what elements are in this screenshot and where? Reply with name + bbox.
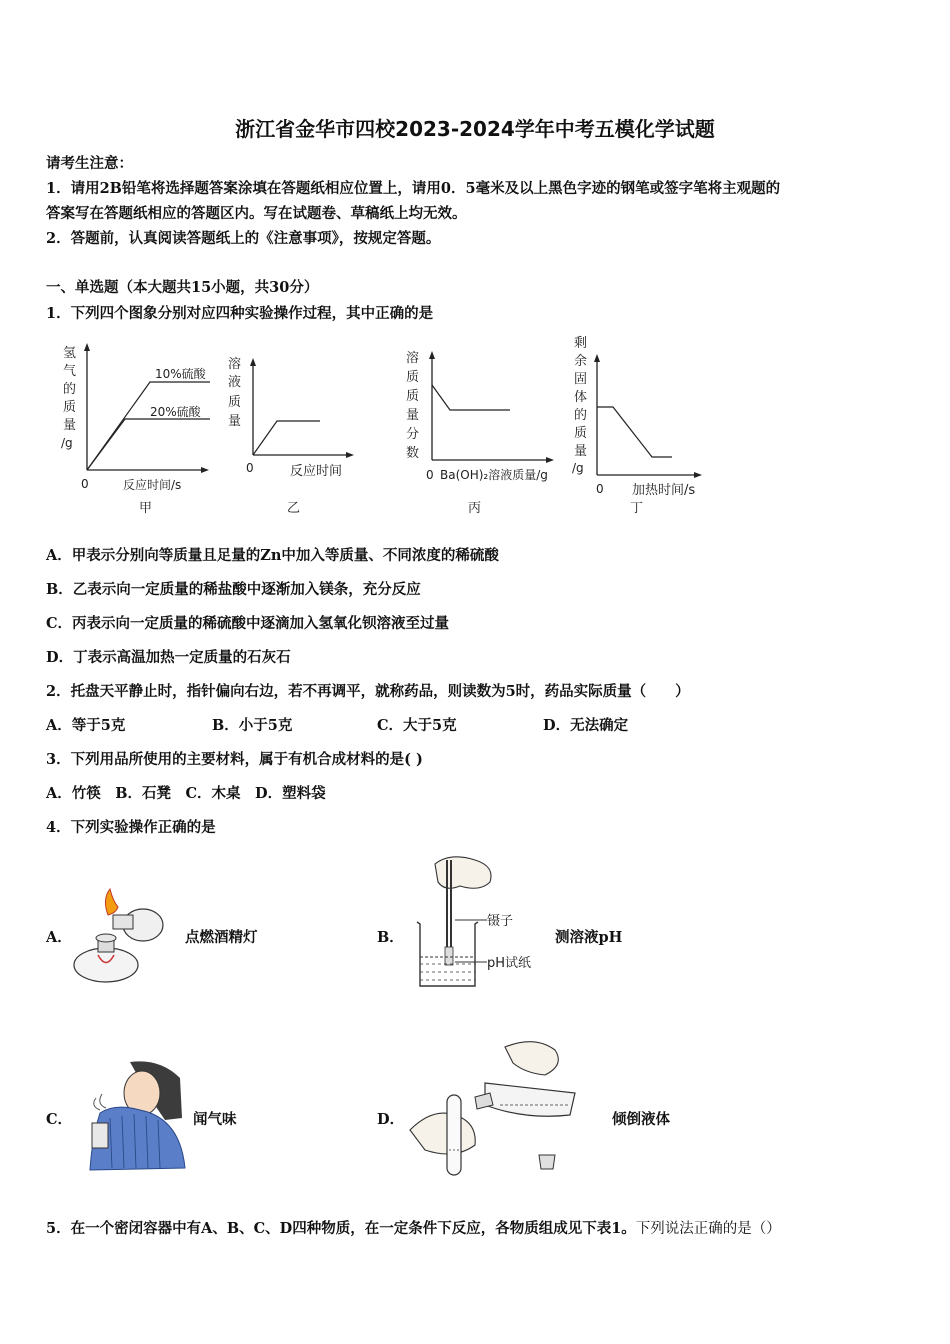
ylabel-char: 分 xyxy=(406,427,420,442)
x-axis-arrow xyxy=(546,457,554,463)
y-axis-arrow xyxy=(84,343,90,351)
x-axis-label: 反应时间 xyxy=(290,464,343,479)
series-10pct xyxy=(87,382,210,470)
y-axis-arrow xyxy=(594,354,600,362)
q4-option-a-letter[interactable]: A． xyxy=(46,929,72,946)
ylabel-char: 质 xyxy=(406,389,420,404)
x-axis-arrow xyxy=(201,467,209,473)
q1-option-b[interactable]: B．乙表示向一定质量的稀盐酸中逐渐加入镁条，充分反应 xyxy=(46,581,421,598)
graph-name: 甲 xyxy=(139,501,153,516)
origin-label: 0 xyxy=(596,482,604,496)
q5-stem-tail: 下列说法正确的是（） xyxy=(635,1221,781,1237)
x-axis-arrow xyxy=(694,472,702,478)
q2-option-c[interactable]: C．大于5克 xyxy=(377,717,457,734)
q2-option-d[interactable]: D．无法确定 xyxy=(543,717,629,734)
ph-paper-label: pH试纸 xyxy=(487,956,532,971)
alcohol-lamp-illustration xyxy=(68,885,168,990)
q2-option-a[interactable]: A．等于5克 xyxy=(46,717,126,734)
q4-option-c-text: 闻气味 xyxy=(193,1111,237,1128)
graph-jia xyxy=(55,335,225,520)
graph-name: 乙 xyxy=(287,501,301,516)
q1-stem: 1．下列四个图象分别对应四种实验操作过程，其中正确的是 xyxy=(46,305,434,322)
q1-option-d[interactable]: D．丁表示高温加热一定质量的石灰石 xyxy=(46,649,291,666)
ylabel-char: 质 xyxy=(406,370,420,385)
series-line xyxy=(432,385,510,410)
ylabel-char: 量 xyxy=(574,444,588,459)
notice-item-1-line-2: 答案写在答题纸相应的答题区内。写在试题卷、草稿纸上均无效。 xyxy=(46,205,467,222)
q4-option-d-text: 倾倒液体 xyxy=(612,1111,670,1128)
q1-option-c[interactable]: C．丙表示向一定质量的稀硫酸中逐滴加入氢氧化钡溶液至过量 xyxy=(46,615,450,632)
q4-stem: 4．下列实验操作正确的是 xyxy=(46,819,216,836)
series-20pct xyxy=(87,419,210,470)
q2-stem: 2．托盘天平静止时，指针偏向右边，若不再调平，就称药品，则读数为5时，药品实际质量（ ） xyxy=(46,683,690,700)
ylabel-char: 的 xyxy=(574,408,588,423)
series-label: 10%硫酸 xyxy=(155,367,206,381)
ylabel-char: 固 xyxy=(574,372,588,387)
q4-option-d-letter[interactable]: D． xyxy=(377,1111,405,1128)
ylabel-char: 量 xyxy=(406,408,420,423)
graph-bing xyxy=(400,345,570,520)
ylabel-char: 的 xyxy=(63,382,77,397)
q3-stem: 3．下列用品所使用的主要材料，属于有机合成材料的是( ) xyxy=(46,751,423,768)
pour-liquid-illustration xyxy=(405,1035,590,1180)
ylabel-char: 质 xyxy=(228,395,242,410)
y-axis-arrow xyxy=(429,351,435,359)
graph-jia-ylabel xyxy=(61,346,76,450)
origin-label: 0 xyxy=(246,461,254,475)
ylabel-char: /g xyxy=(572,461,584,475)
q4-option-c-letter[interactable]: C． xyxy=(46,1111,73,1128)
x-axis-label: 反应时间/s xyxy=(123,478,182,492)
ylabel-char: 质 xyxy=(63,400,77,415)
series-line xyxy=(253,421,320,455)
q4-option-b-letter[interactable]: B． xyxy=(377,929,404,946)
ylabel-char: /g xyxy=(61,436,73,450)
ylabel-char: 溶 xyxy=(228,357,242,372)
x-axis-label: 加热时间/s xyxy=(632,483,696,498)
origin-label: 0 xyxy=(426,468,434,482)
ylabel-char: 数 xyxy=(406,446,420,461)
q4-option-a-text: 点燃酒精灯 xyxy=(185,929,258,946)
x-axis-label: Ba(OH)₂溶液质量/g xyxy=(440,468,548,482)
q4-option-b-text: 测溶液pH xyxy=(555,929,623,946)
ylabel-char: 液 xyxy=(228,375,242,390)
origin-label: 0 xyxy=(81,477,89,491)
y-axis-arrow xyxy=(250,358,256,366)
ylabel-char: 量 xyxy=(63,418,77,433)
ylabel-char: 质 xyxy=(574,426,588,441)
section-heading: 一、单选题（本大题共15小题，共30分） xyxy=(46,279,319,296)
ylabel-char: 溶 xyxy=(406,351,420,366)
tweezers-label: 镊子 xyxy=(487,914,514,929)
page-title: 浙江省金华市四校2023-2024学年中考五模化学试题 xyxy=(235,117,715,141)
notice-item-2: 2．答题前，认真阅读答题纸上的《注意事项》，按规定答题。 xyxy=(46,230,441,247)
q5-stem-main: 5．在一个密闭容器中有A、B、C、D四种物质，在一定条件下反应，各物质组成见下表1。 xyxy=(46,1220,636,1237)
q1-option-a[interactable]: A．甲表示分别向等质量且足量的Zn中加入等质量、不同浓度的稀硫酸 xyxy=(46,547,499,564)
q5-stem xyxy=(46,1217,781,1238)
q2-option-b[interactable]: B．小于5克 xyxy=(212,717,293,734)
ylabel-char: 量 xyxy=(228,414,242,429)
notice-heading: 请考生注意： xyxy=(46,155,133,172)
ylabel-char: 气 xyxy=(63,364,77,379)
graph-name: 丙 xyxy=(468,501,482,516)
series-label: 20%硫酸 xyxy=(150,405,201,419)
ph-test-illustration xyxy=(405,852,555,992)
x-axis-arrow xyxy=(346,452,354,458)
ylabel-char: 体 xyxy=(574,390,588,405)
smell-illustration xyxy=(70,1058,190,1173)
ylabel-char: 氢 xyxy=(63,346,77,361)
notice-item-1-line-1: 1．请用2B铅笔将选择题答案涂填在答题纸相应位置上，请用0．5毫米及以上黑色字迹的钢笔或签字笔将主观题的 xyxy=(46,180,781,197)
series-line xyxy=(597,407,672,457)
ylabel-char: 剩 xyxy=(574,336,588,351)
graph-ding xyxy=(570,330,710,520)
graph-yi xyxy=(225,350,365,520)
ylabel-char: 余 xyxy=(574,354,588,369)
q3-options[interactable]: A．竹筷 B．石凳 C．木桌 D．塑料袋 xyxy=(46,785,326,802)
graph-name: 丁 xyxy=(630,501,644,516)
